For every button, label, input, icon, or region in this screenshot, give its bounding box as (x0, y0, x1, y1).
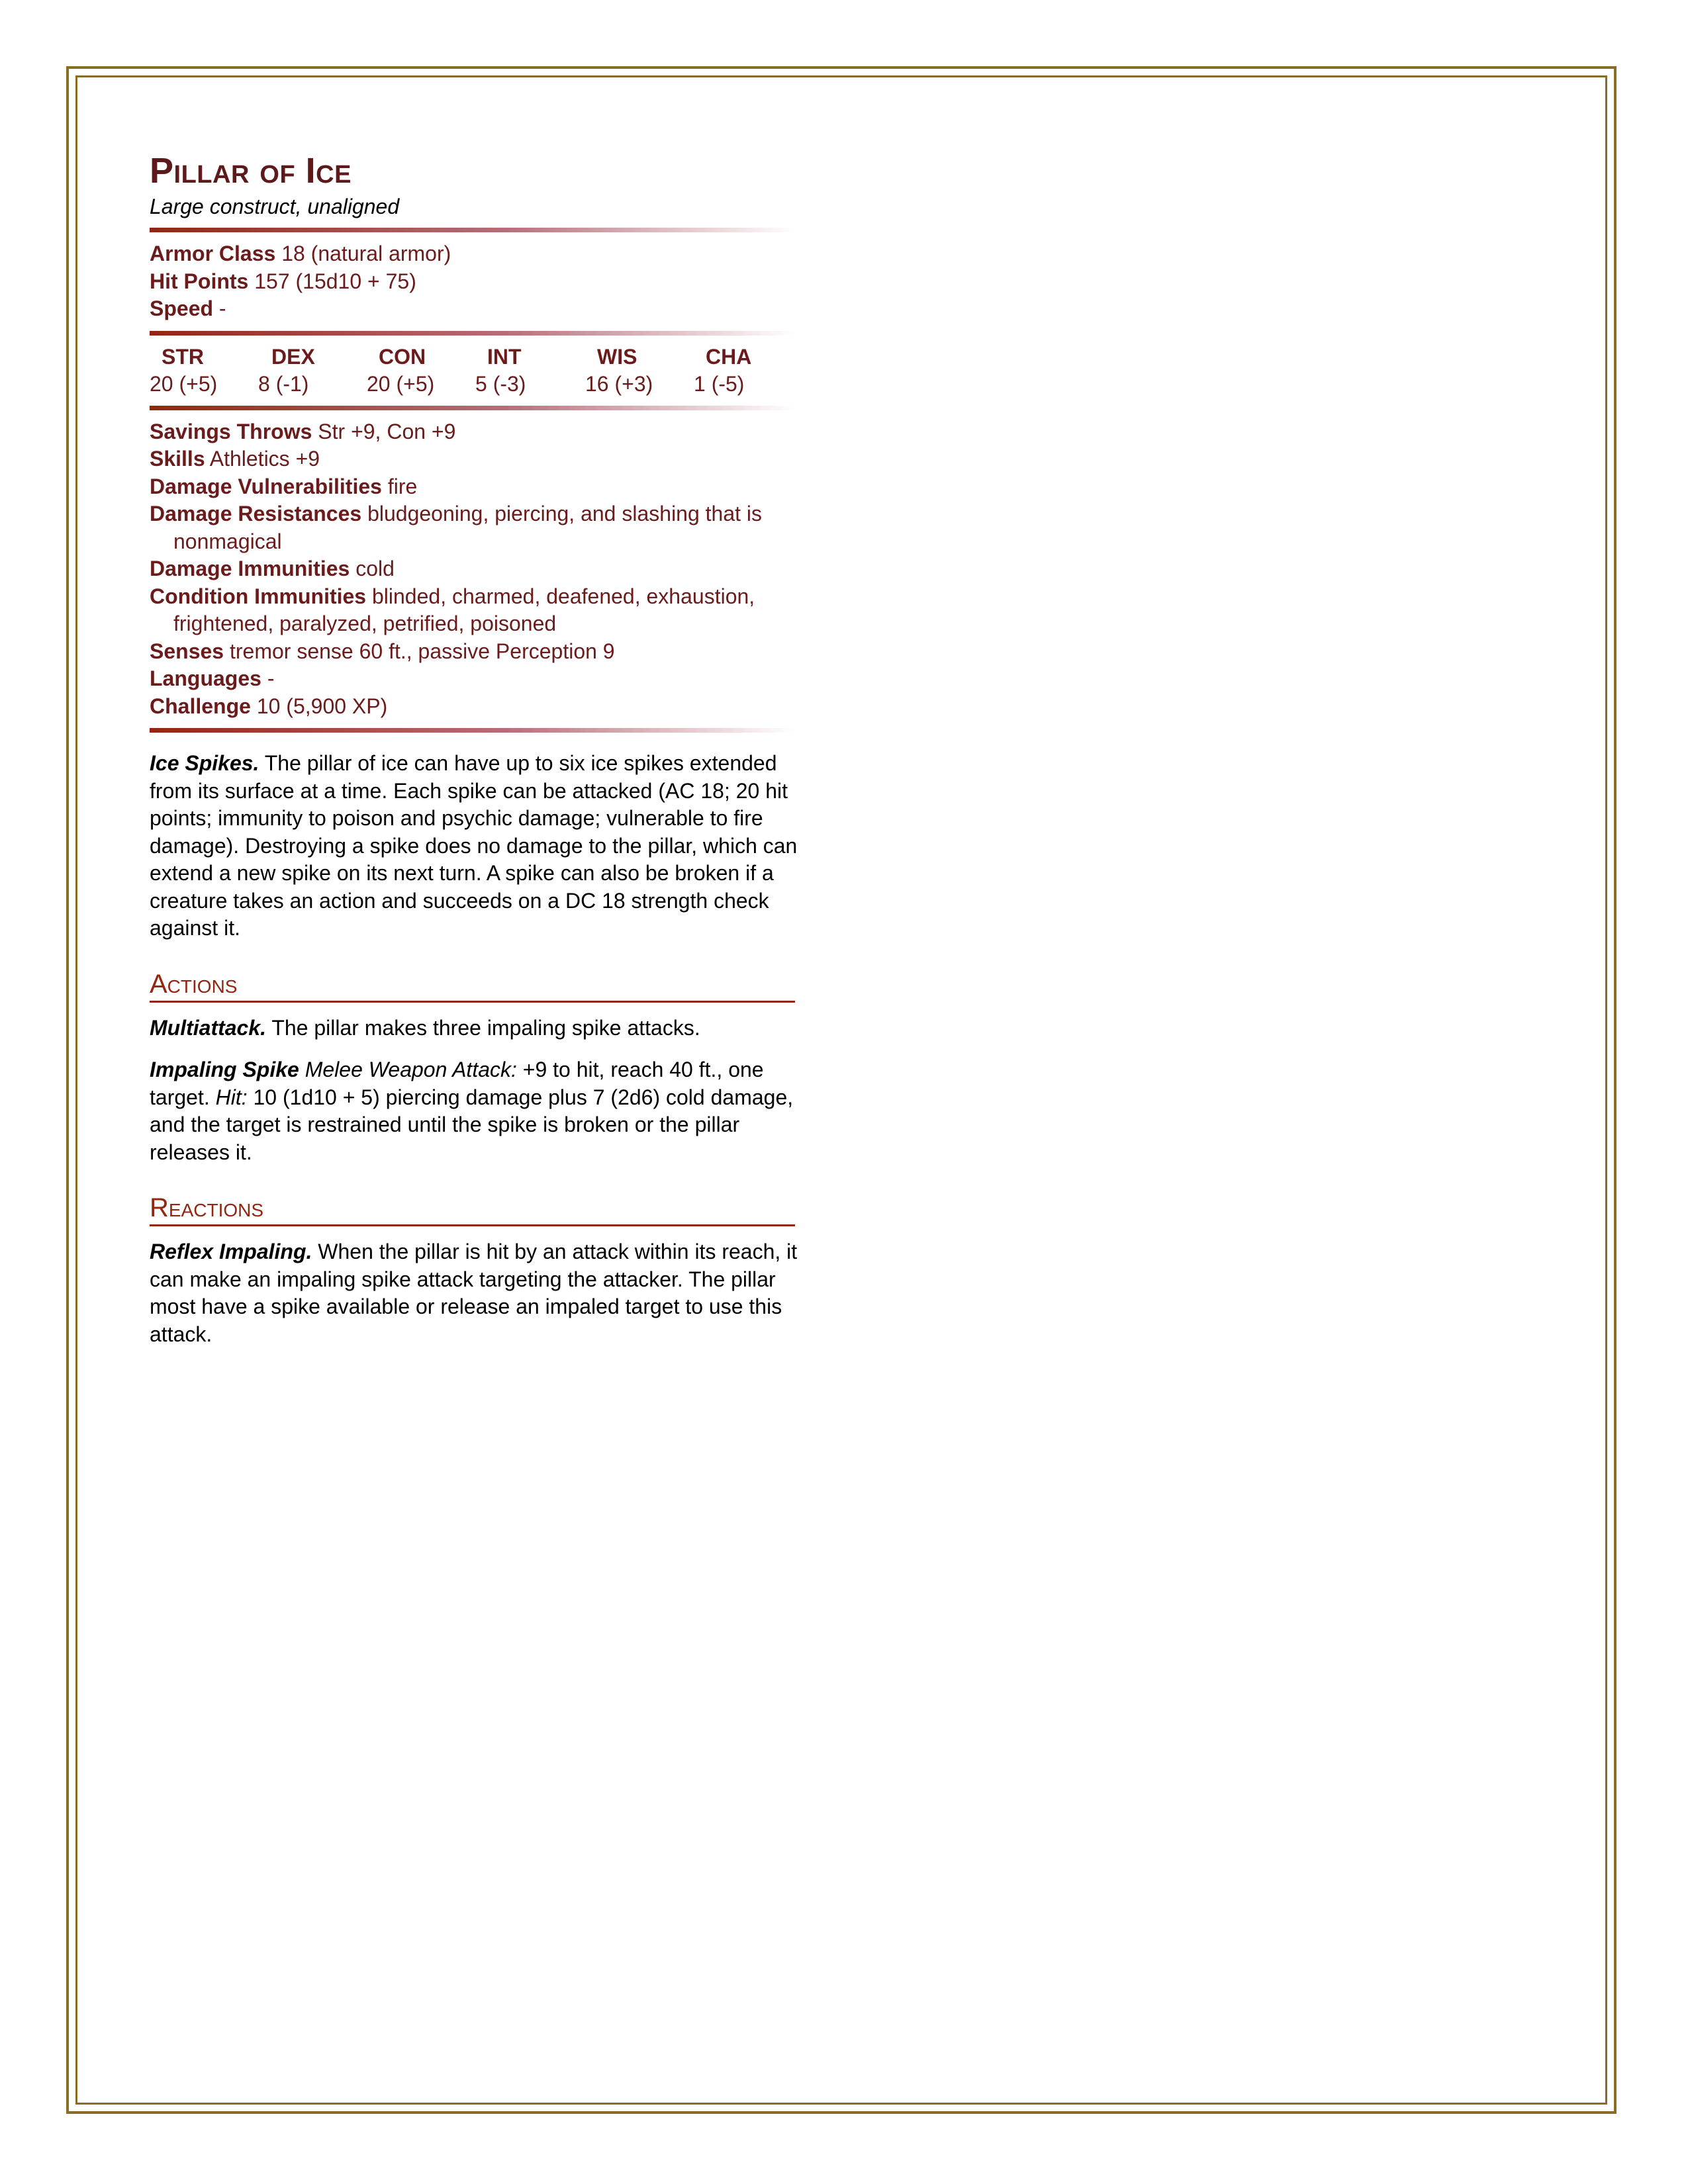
challenge: Challenge 10 (5,900 XP) (150, 694, 388, 718)
languages: Languages - (150, 666, 275, 690)
divider (150, 728, 795, 733)
ability-con: CON 20 (+5) (367, 344, 435, 396)
divider (150, 228, 795, 232)
armor-class: Armor Class 18 (natural armor) (150, 242, 451, 265)
damage-immunities: Damage Immunities cold (150, 557, 395, 580)
saving-throws: Savings Throws Str +9, Con +9 (150, 419, 456, 443)
reaction-reflex-impaling: Reflex Impaling. When the pillar is hit by an attack within its reach, it can make an impaling spike attack targeting the attacker. The pillar most have a spike available or release an impaled target to use this attack. (150, 1240, 798, 1346)
ability-int: INT 5 (-3) (475, 344, 526, 396)
stat-block (150, 150, 818, 1348)
monster-name: Pillar of Ice (150, 151, 352, 191)
ability-dex: DEX 8 (-1) (258, 344, 315, 396)
senses: Senses tremor sense 60 ft., passive Perception 9 (150, 639, 615, 663)
divider (150, 406, 795, 410)
ability-scores (150, 343, 818, 398)
speed: Speed - (150, 296, 226, 320)
ability-cha: CHA 1 (-5) (694, 344, 752, 396)
action-impaling-spike: Impaling Spike Melee Weapon Attack: +9 to hit, reach 40 ft., one target. Hit: 10 (1d10 + 5) piercing damage plus 7 (2d6) cold damage, and the target is restrained until the spike is broken or the pillar releases it. (150, 1058, 794, 1164)
trait-ice-spikes: Ice Spikes. The pillar of ice can have up to six ice spikes extended from its surface at a time. Each spike can be attacked (AC 18; 20 hit points; immunity to poison and psychic damage; vulnerable to fire damage). Destroying a spike does no damage to the pillar, which can extend a new spike on its next turn. A spike can also be broken if a creature takes an action and succeeds on a DC 18 strength check against it. (150, 751, 798, 940)
skills: Skills Athletics +9 (150, 447, 320, 471)
hit-points: Hit Points 157 (15d10 + 75) (150, 269, 416, 293)
damage-resistances: Damage Resistances bludgeoning, piercing, and slashing that is nonmagical (150, 502, 763, 553)
condition-immunities: Condition Immunities blinded, charmed, deafened, exhaustion, frightened, paralyzed, petrified, poisoned (150, 584, 755, 635)
damage-vulnerabilities: Damage Vulnerabilities fire (150, 474, 418, 498)
ability-wis: WIS 16 (+3) (585, 344, 653, 396)
divider (150, 331, 795, 336)
reactions-heading: Reactions (150, 1193, 795, 1226)
actions-heading: Actions (150, 969, 795, 1003)
ability-str: STR 20 (+5) (150, 344, 218, 396)
monster-meta: Large construct, unaligned (150, 195, 400, 218)
action-multiattack: Multiattack. The pillar makes three impaling spike attacks. (150, 1015, 700, 1040)
